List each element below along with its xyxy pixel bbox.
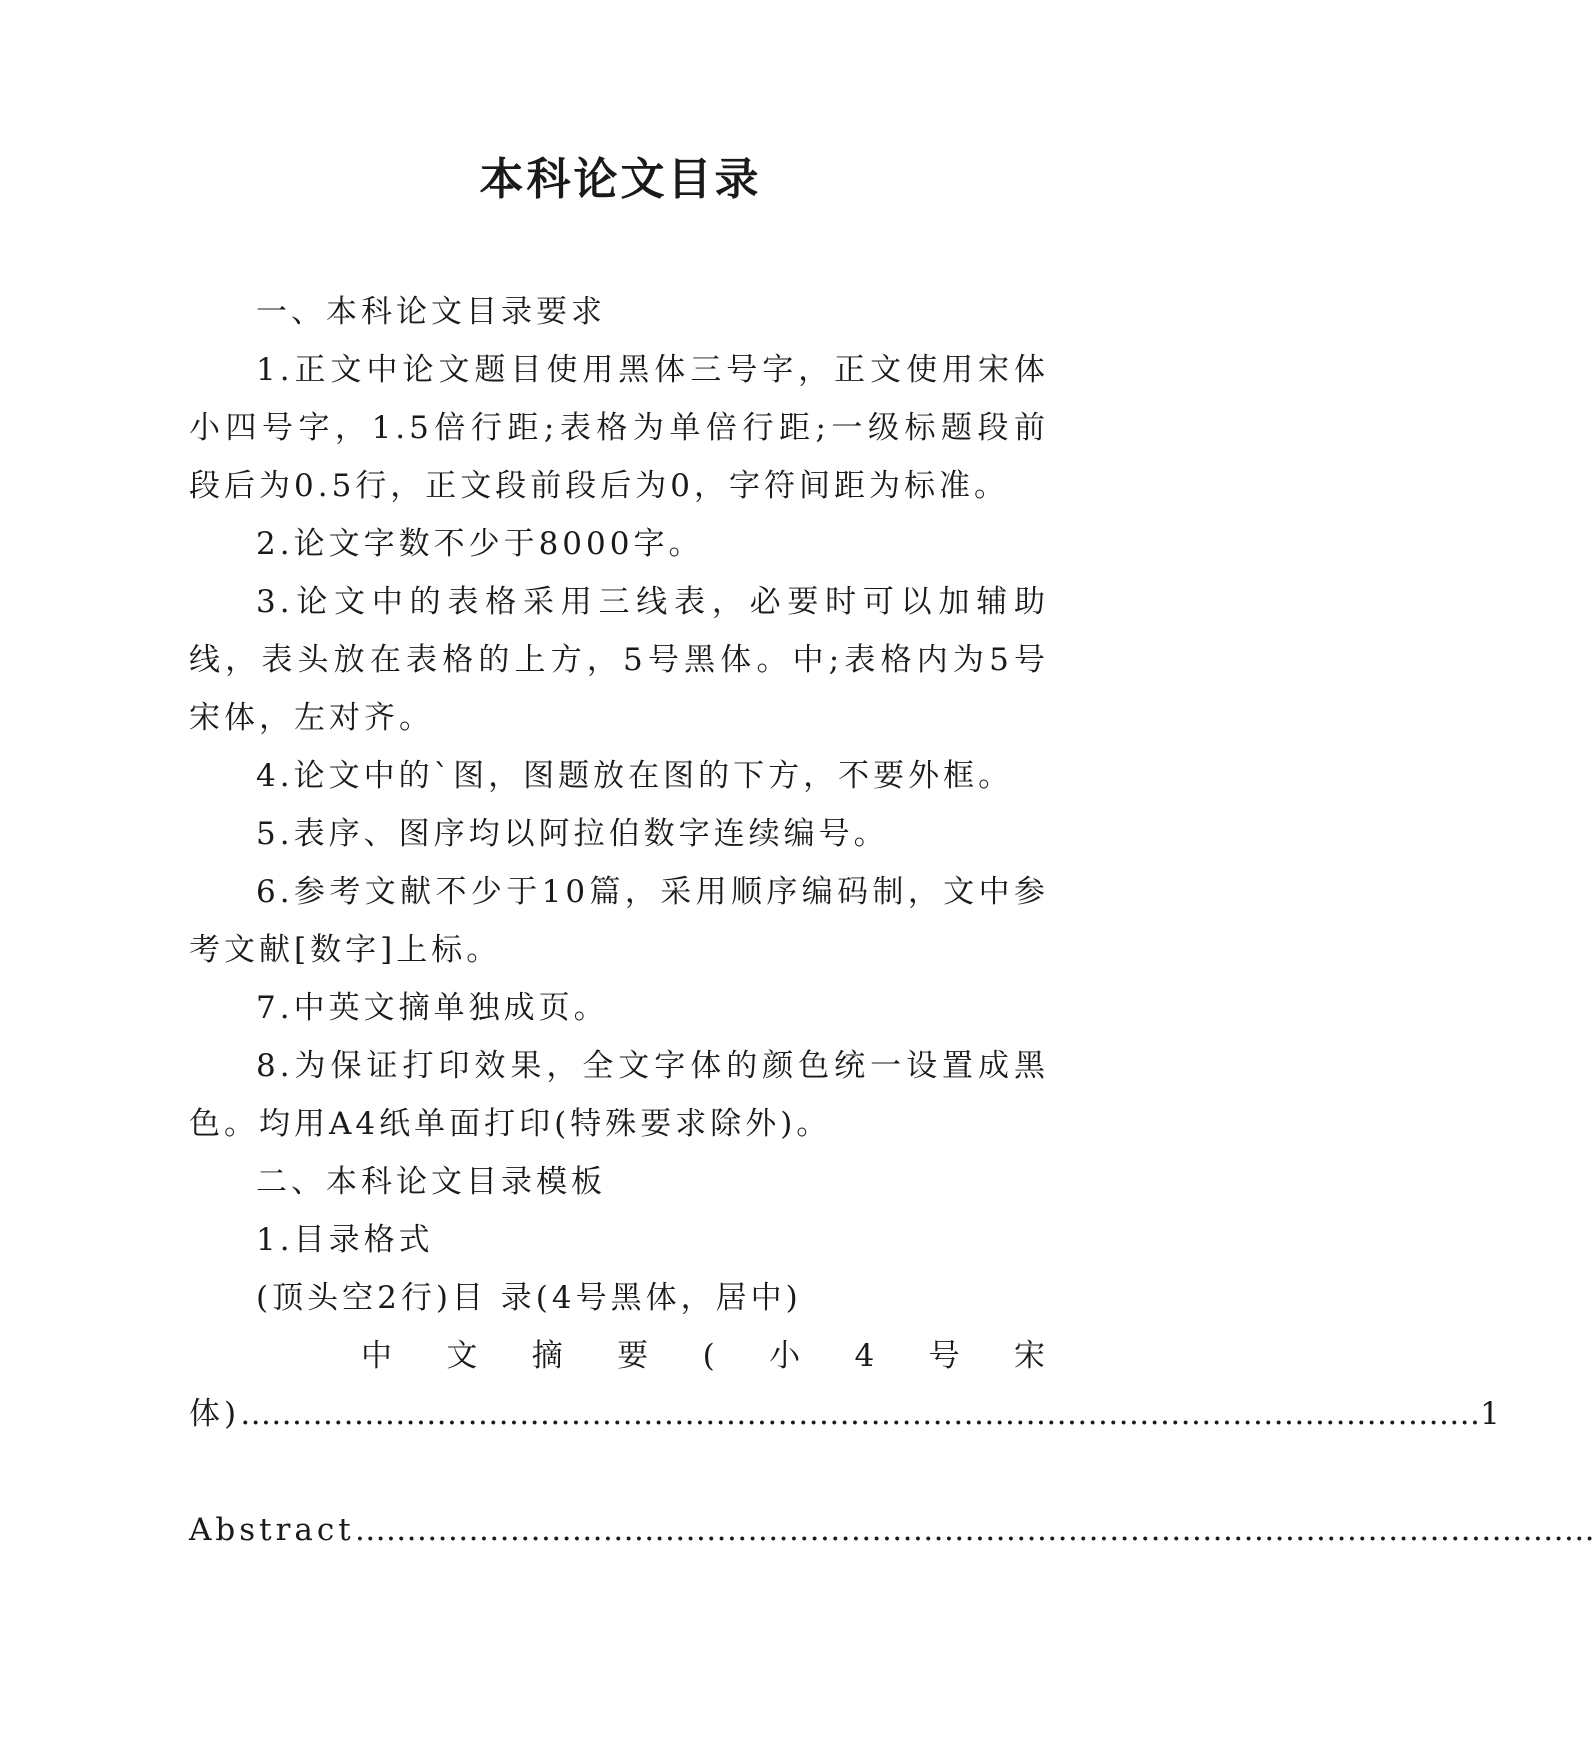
toc-char: 中 [361,1338,396,1374]
toc-char: 文 [446,1338,482,1374]
toc-entry-label: Abstract [189,1512,355,1548]
toc-char: 摘 [531,1338,567,1374]
toc-entry-chinese-abstract-line2 [189,1385,1500,1443]
toc-leader-dots: ………………………………………………………………………………………………………… [354,1512,1595,1548]
toc-char: 小 [769,1338,805,1374]
requirement-item-6: 6.参考文献不少于10篇，采用顺序编码制，文中参考文献[数字]上标。 [189,874,1049,968]
toc-heading-note: (顶头空2行)目 录(4号黑体，居中) [256,1280,802,1316]
requirement-item-5: 5.表序、图序均以阿拉伯数字连续编号。 [256,816,889,852]
requirement-item-1: 1.正文中论文题目使用黑体三号字，正文使用宋体小四号字，1.5倍行距;表格为单倍行距;一级标题段前段后为0.5行，正文段前段后为0，字符间距为标准。 [189,352,1049,504]
section-heading-template: 二、本科论文目录模板 [256,1164,606,1200]
toc-char: 号 [928,1338,964,1374]
toc-leader-dots: ………………………………………………………………………………………………………… [240,1396,1481,1432]
toc-char: 宋 [1013,1338,1049,1374]
requirement-item-7: 7.中英文摘单独成页。 [256,990,609,1026]
document-body [189,283,1595,1559]
requirement-item-2: 2.论文字数不少于8000字。 [256,526,704,562]
toc-char: 要 [617,1338,653,1374]
toc-char: ( [702,1338,719,1374]
toc-entry-abstract [189,1501,1595,1559]
document-title: 本科论文目录 [479,154,762,205]
toc-entry-chinese-abstract-line1 [189,1327,1049,1385]
toc-entry-tail: 体) [189,1396,241,1432]
requirement-item-8: 8.为保证打印效果，全文字体的颜色统一设置成黑色。均用A4纸单面打印(特殊要求除外)。 [189,1048,1049,1142]
section-heading-requirements: 一、本科论文目录要求 [256,294,606,330]
template-item-1: 1.目录格式 [256,1222,434,1258]
requirement-item-4: 4.论文中的`图，图题放在图的下方，不要外框。 [256,758,1014,794]
toc-page-number: 1 [1480,1396,1500,1432]
toc-char: 4 [854,1338,879,1374]
requirement-item-3: 3.论文中的表格采用三线表，必要时可以加辅助线，表头放在表格的上方，5号黑体。中;表格内为5号宋体，左对齐。 [189,584,1049,736]
